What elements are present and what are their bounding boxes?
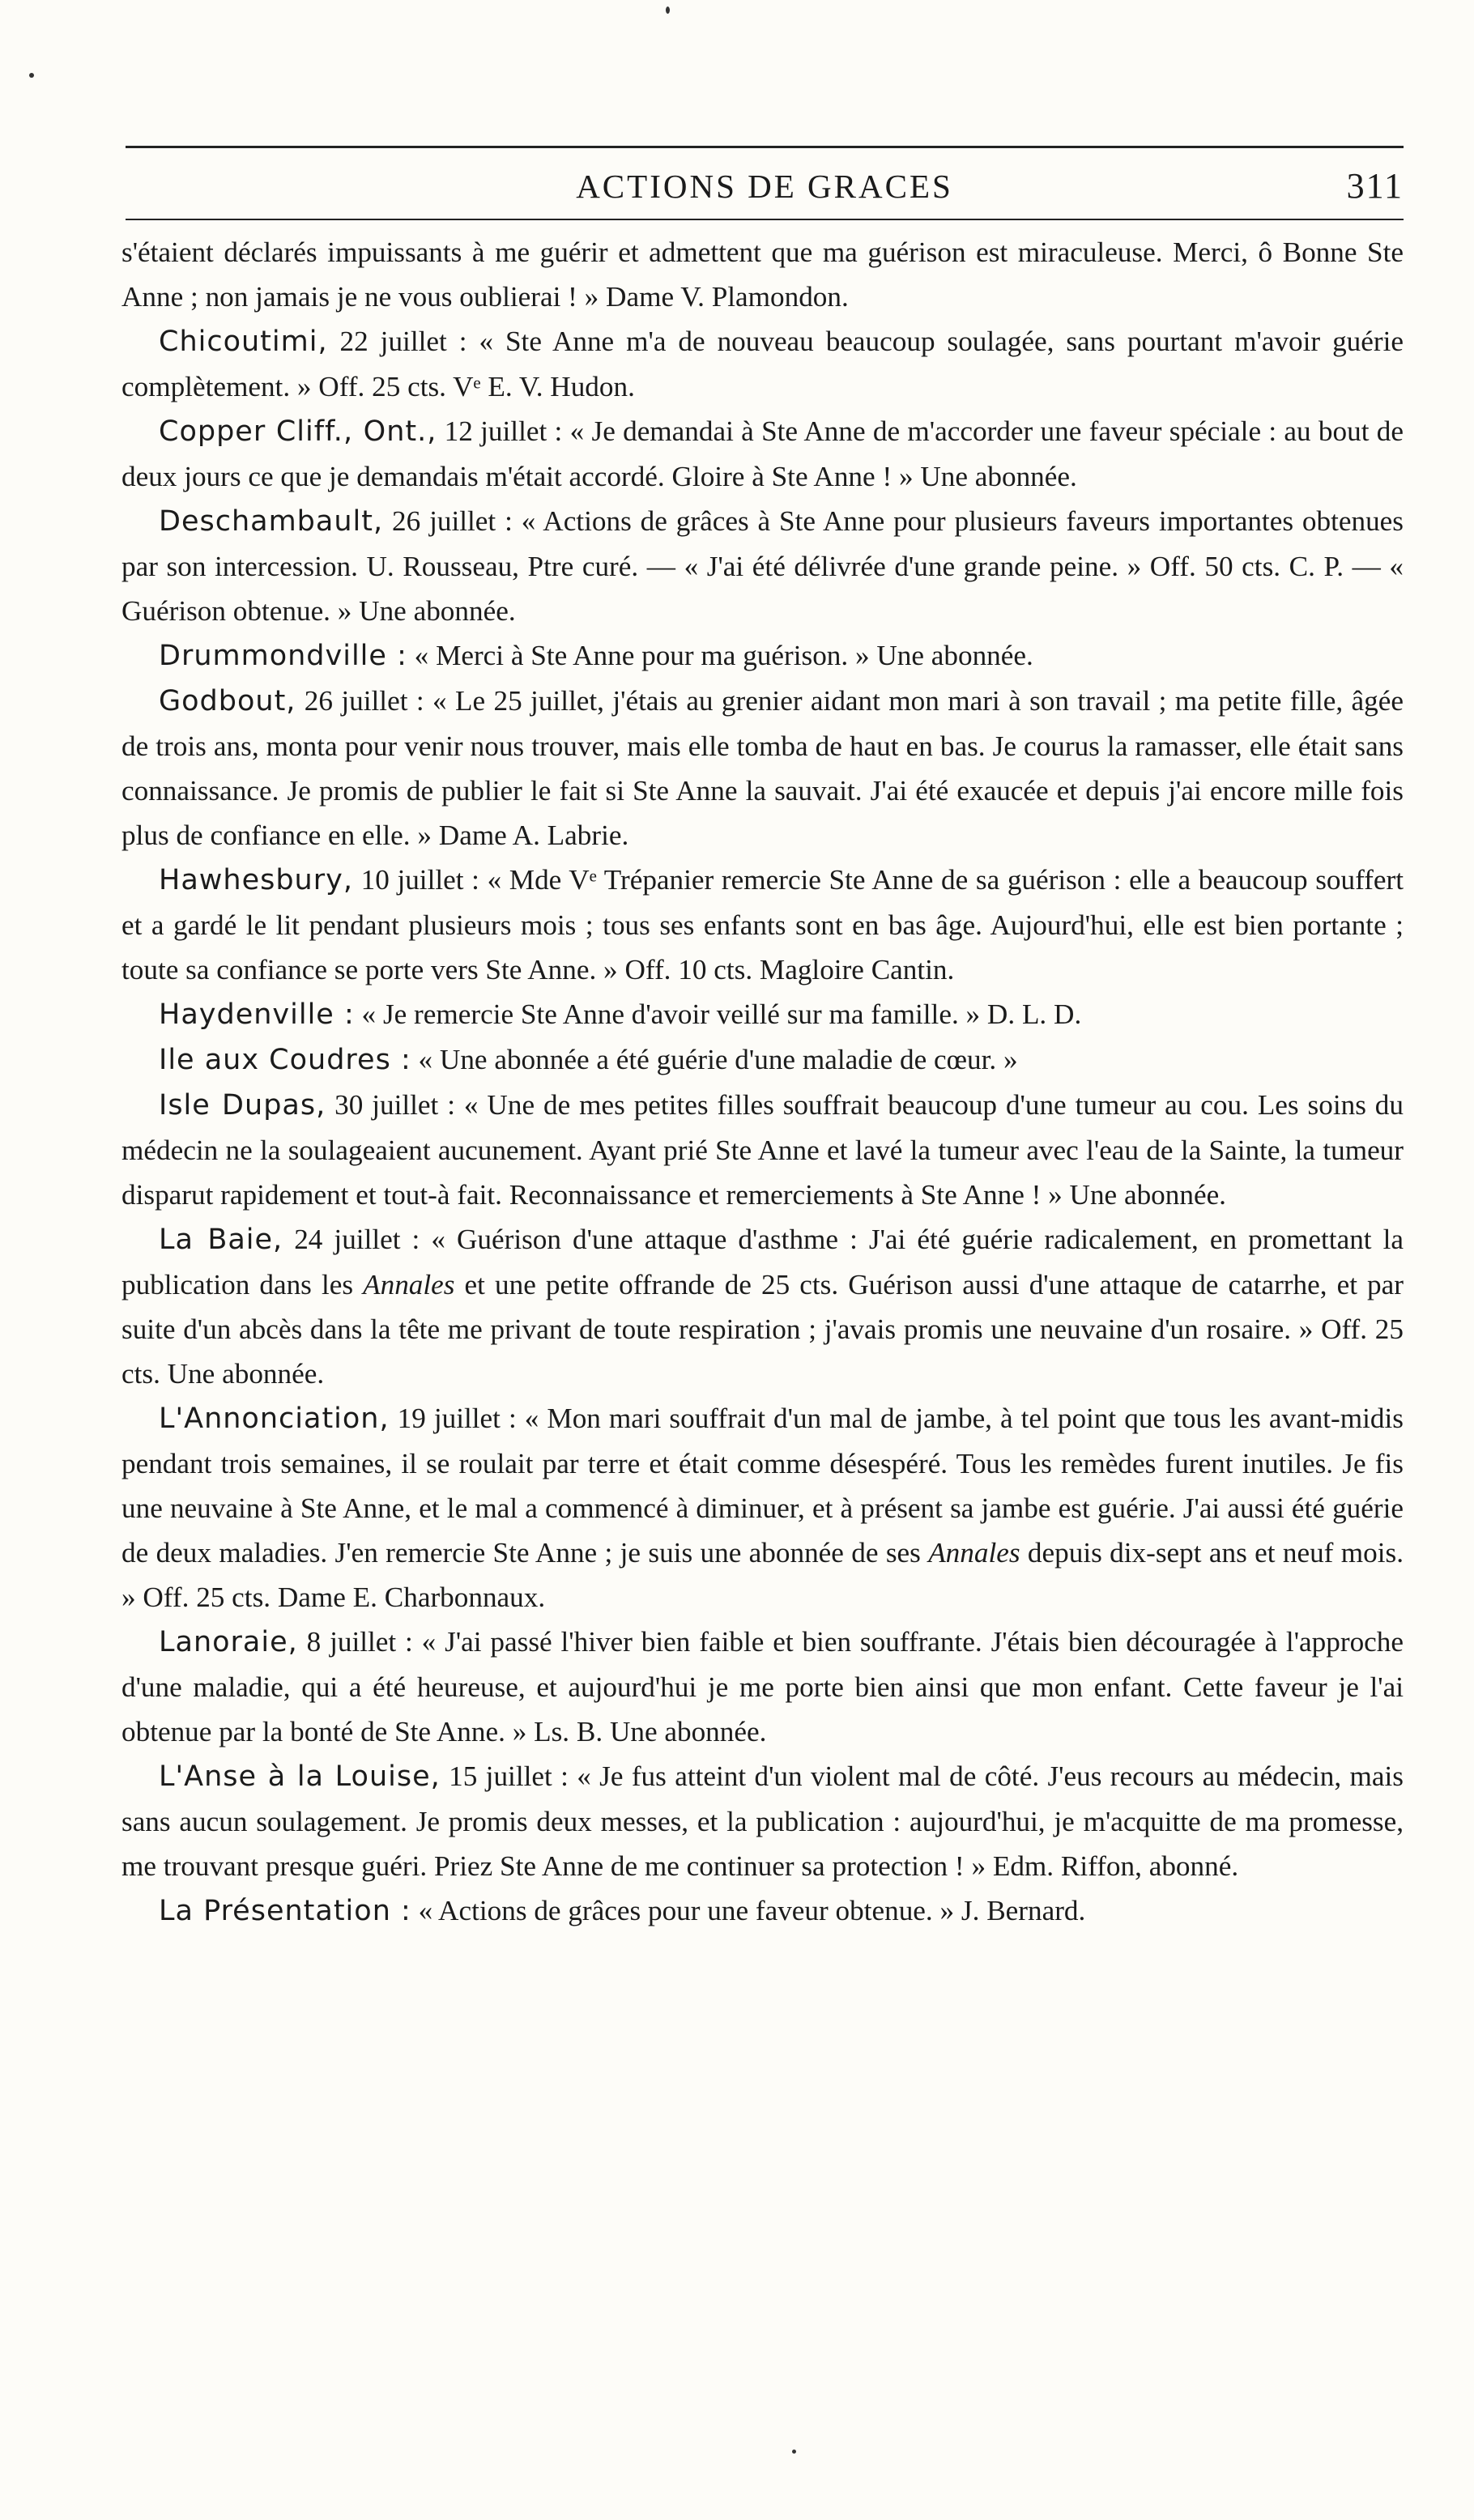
text-run: « Une abonnée a été guérie d'une maladie de cœur. » bbox=[411, 1044, 1018, 1075]
header-rule-bottom bbox=[126, 219, 1404, 220]
text-run: 8 juillet : « J'ai passé l'hiver bien faible et bien souffrante. J'étais bien découragée à l'approche d'une maladie, qui a été heureuse, et aujourd'hui je me porte bien ainsi que mon enfant. Cette faveur je l'ai obtenue par la bonté de Ste Anne. » Ls. B. Une abonnée. bbox=[121, 1626, 1404, 1747]
page-body bbox=[121, 230, 1404, 1934]
place-name: Ile aux Coudres : bbox=[159, 1044, 411, 1076]
place-name: Lanoraie, bbox=[159, 1626, 298, 1658]
paragraph bbox=[121, 992, 1404, 1037]
place-name: Isle Dupas, bbox=[159, 1089, 326, 1122]
paragraph bbox=[121, 1396, 1404, 1620]
paragraph bbox=[121, 858, 1404, 992]
paragraph bbox=[121, 1888, 1404, 1934]
paragraph bbox=[121, 1754, 1404, 1888]
place-name: Hawhesbury, bbox=[159, 864, 353, 896]
paragraph bbox=[121, 1083, 1404, 1217]
paragraph bbox=[121, 1037, 1404, 1083]
text-run: 26 juillet : « Le 25 juillet, j'étais au grenier aidant mon mari à son travail ; ma petite fille, âgée de trois ans, monta pour venir nous trouver, mais elle tomba de haut en bas. Je courus la ramasser, elle était sans connaissance. Je promis de publier le fait si Ste Anne la sauvait. J'ai été exaucée et depuis j'ai encore mille fois plus de confiance en elle. » Dame A. Labrie. bbox=[121, 685, 1404, 851]
text-run: 15 juillet : « Je fus atteint d'un violent mal de côté. J'eus recours au médecin, mais sans aucun soulagement. Je promis deux messes, et la publication : aujourd'hui, je m'acquitte de ma promesse, me trouvant presque guéri. Priez Ste Anne de me continuer sa protection ! » Edm. Riffon, abonné. bbox=[121, 1760, 1404, 1882]
ink-speck bbox=[29, 73, 34, 78]
paragraph bbox=[121, 1620, 1404, 1754]
paragraph bbox=[121, 679, 1404, 858]
page-title: ACTIONS DE GRACES bbox=[576, 168, 953, 205]
place-name: L'Anse à la Louise, bbox=[159, 1760, 441, 1793]
place-name: Haydenville : bbox=[159, 998, 355, 1031]
place-name: La Présentation : bbox=[159, 1895, 411, 1927]
paragraph bbox=[121, 319, 1404, 409]
paragraph bbox=[121, 230, 1404, 319]
place-name: Deschambault, bbox=[159, 505, 384, 538]
text-run: « Je remercie Ste Anne d'avoir veillé sur ma famille. » D. L. D. bbox=[354, 998, 1082, 1030]
place-name: La Baie, bbox=[159, 1224, 283, 1256]
journal-title: Annales bbox=[928, 1537, 1020, 1569]
text-run: 26 juillet : « Actions de grâces à Ste Anne pour plusieurs faveurs importantes obtenues par son intercession. U. Rousseau, Ptre curé. — « J'ai été délivrée d'une grande peine. » Off. 50 cts. C. P. — « Guérison obtenue. » Une abonnée. bbox=[121, 505, 1404, 627]
text-run: 30 juillet : « Une de mes petites filles souffrait beaucoup d'une tumeur au cou. Les soins du médecin ne la soulageaient aucunement. Ayant prié Ste Anne et lavé la tumeur avec l'eau de la Sainte, la tumeur disparut rapidement et tout-à fait. Reconnaissance et remerciements à Ste Anne ! » Une abonnée. bbox=[121, 1089, 1404, 1211]
place-name: Drummondville : bbox=[159, 640, 407, 672]
header-rule-top bbox=[126, 146, 1404, 148]
text-run: 22 juillet : « Ste Anne m'a de nouveau beaucoup soulagée, sans pourtant m'avoir guérie complètement. » Off. 25 cts. Vᵉ E. V. Hudon. bbox=[121, 326, 1404, 402]
text-run: depuis dix-sept ans et neuf mois. » Off. 25 cts. Dame E. Charbonnaux. bbox=[121, 1537, 1404, 1613]
text-run: et une petite offrande de 25 cts. Guérison aussi d'une attaque de catarrhe, et par suite d'un abcès dans la tête me privant de toute respiration ; j'avais promis une neuvaine d'un rosaire. » Off. 25 cts. Une abonnée. bbox=[121, 1269, 1404, 1390]
page-number: 311 bbox=[1346, 166, 1404, 206]
place-name: Chicoutimi, bbox=[159, 326, 328, 358]
journal-title: Annales bbox=[363, 1269, 455, 1300]
ink-speck bbox=[666, 6, 670, 14]
text-run: « Actions de grâces pour une faveur obtenue. » J. Bernard. bbox=[411, 1895, 1086, 1926]
paragraph bbox=[121, 409, 1404, 499]
place-name: L'Annonciation, bbox=[159, 1403, 390, 1435]
running-header bbox=[126, 160, 1404, 212]
paragraph bbox=[121, 499, 1404, 633]
paragraph bbox=[121, 633, 1404, 679]
text-run: 12 juillet : « Je demandai à Ste Anne de m'accorder une faveur spéciale : au bout de deux jours ce que je demandais m'était accordé. Gloire à Ste Anne ! » Une abonnée. bbox=[121, 415, 1404, 492]
text-run: 10 juillet : « Mde Vᵉ Trépanier remercie Ste Anne de sa guérison : elle a beaucoup souffert et a gardé le lit pendant plusieurs mois ; tous ses enfants sont en bas âge. Aujourd'hui, elle est bien portante ; toute sa confiance se porte vers Ste Anne. » Off. 10 cts. Magloire Cantin. bbox=[121, 864, 1404, 985]
place-name: Godbout, bbox=[159, 685, 296, 717]
ink-speck bbox=[792, 2450, 796, 2454]
text-run: 24 juillet : « Guérison d'une attaque d'asthme : J'ai été guérie radicalement, en promettant la publication dans les bbox=[121, 1224, 1404, 1300]
paragraph bbox=[121, 1217, 1404, 1396]
text-run: s'étaient déclarés impuissants à me guérir et admettent que ma guérison est miraculeuse. Merci, ô Bonne Ste Anne ; non jamais je ne vous oublierai ! » Dame V. Plamondon. bbox=[121, 236, 1404, 313]
text-run: 19 juillet : « Mon mari souffrait d'un mal de jambe, à tel point que tous les avant-midis pendant trois semaines, il se roulait par terre et était comme désespéré. Tous les remèdes furent inutiles. Je fis une neuvaine à Ste Anne, et le mal a commencé à diminuer, et à présent sa jambe est guérie. J'ai aussi été guérie de deux maladies. J'en remercie Ste Anne ; je suis une abonnée de ses bbox=[121, 1403, 1404, 1569]
place-name: Copper Cliff., Ont., bbox=[159, 415, 437, 448]
text-run: « Merci à Ste Anne pour ma guérison. » Une abonnée. bbox=[407, 640, 1033, 671]
